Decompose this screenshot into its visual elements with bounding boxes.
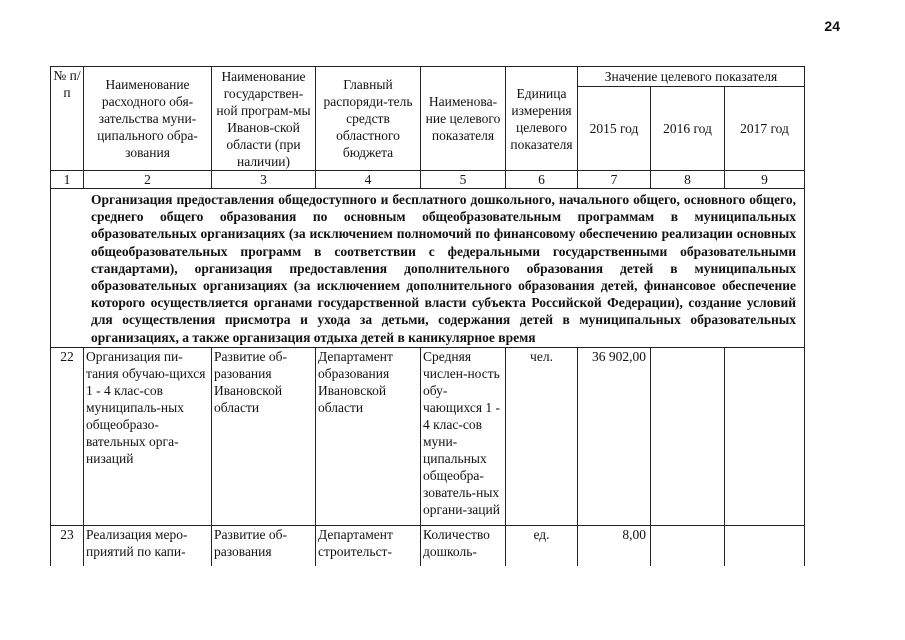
column-number: 5 (421, 171, 506, 189)
column-number: 4 (316, 171, 421, 189)
column-number: 1 (51, 171, 84, 189)
page-number: 24 (824, 18, 840, 34)
header-value-group: Значение целевого показателя (578, 67, 805, 87)
column-number: 7 (578, 171, 651, 189)
table-row (51, 347, 805, 525)
header-state-program: Наименование государствен-ной програм-мы Иванов-ской области (при наличии) (212, 67, 316, 171)
row-indicator-name: Средняя числен-ность обу-чающихся 1 - 4 клас-сов муни-ципальных общеобра-зователь-ных органи-заций (421, 347, 506, 525)
header-expense-obligation: Наименование расходного обя-зательства муни-ципального обра-зования (84, 67, 212, 171)
row-num: 23 (51, 525, 84, 566)
header-year-2015: 2015 год (578, 87, 651, 171)
row-unit: чел. (506, 347, 578, 525)
header-indicator-name: Наименова-ние целевого показателя (421, 67, 506, 171)
row-state-program: Развитие об-разования Ивановской области (212, 347, 316, 525)
header-num: № п/п (51, 67, 84, 171)
column-number: 8 (651, 171, 725, 189)
row-indicator-name: Количество дошколь- (421, 525, 506, 566)
row-value-2015: 36 902,00 (578, 347, 651, 525)
row-value-2016 (651, 525, 725, 566)
row-chief-manager: Департамент образования Ивановской области (316, 347, 421, 525)
row-unit: ед. (506, 525, 578, 566)
row-num: 22 (51, 347, 84, 525)
header-chief-manager: Главный распоряди-тель средств областного бюджета (316, 67, 421, 171)
table-row (51, 525, 805, 566)
header-year-2016: 2016 год (651, 87, 725, 171)
row-expense-obligation: Организация пи-тания обучаю-щихся 1 - 4 клас-сов муниципаль-ных общеобразо-вательных орга-низаций (84, 347, 212, 525)
row-value-2015: 8,00 (578, 525, 651, 566)
header-year-2017: 2017 год (725, 87, 805, 171)
row-value-2016 (651, 347, 725, 525)
row-value-2017 (725, 525, 805, 566)
row-chief-manager: Департамент строительст- (316, 525, 421, 566)
header-unit: Единица измерения целевого показателя (506, 67, 578, 171)
row-state-program: Развитие об-разования (212, 525, 316, 566)
row-value-2017 (725, 347, 805, 525)
section-title: Организация предоставления общедоступного и бесплатного дошкольного, начального общего, основного общего, среднего общего образования по основным общеобразовательным программам в муниципальных образовательных организациях (за исключением полномочий по финансовому обеспечению реализации основных общеобразовательных программ в соответствии с федеральными государственными образовательными стандартами), организация предоставления дополнительного образования детей в муниципальных образовательных организациях (за исключением дополнительного образования детей, финансовое обеспечение которого осуществляется органами государственной власти субъекта Российской Федерации), создание условий для осуществления присмотра и ухода за детьми, содержания детей в муниципальных образовательных организациях, а также организация отдыха детей в каникулярное время (51, 189, 805, 348)
column-number: 9 (725, 171, 805, 189)
column-number: 6 (506, 171, 578, 189)
target-indicators-table (50, 66, 805, 566)
row-expense-obligation: Реализация меро-приятий по капи- (84, 525, 212, 566)
column-number: 2 (84, 171, 212, 189)
column-number: 3 (212, 171, 316, 189)
